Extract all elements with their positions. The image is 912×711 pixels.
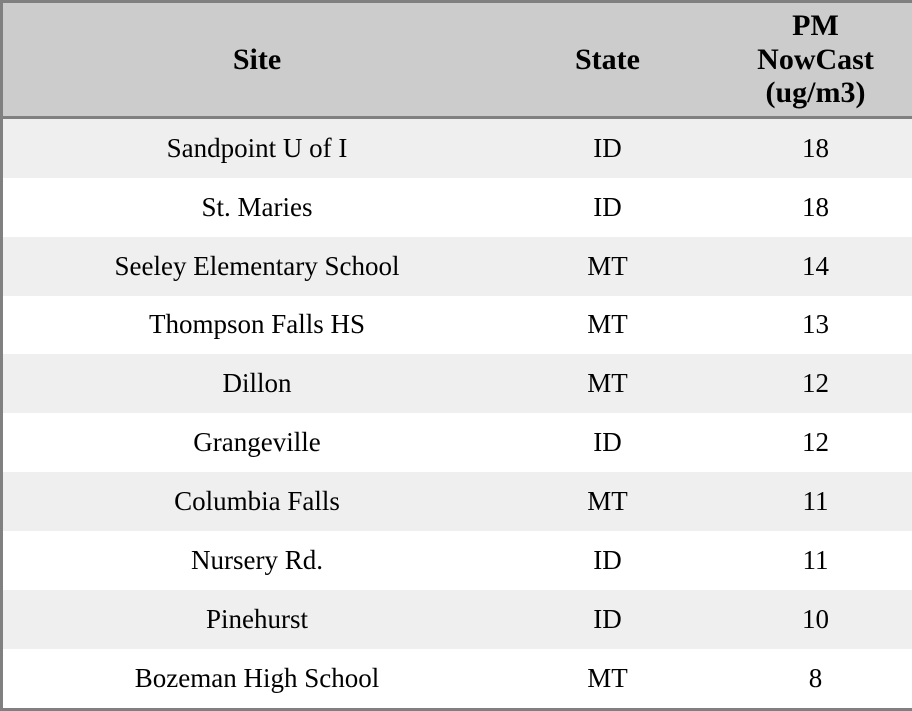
cell-site: Sandpoint U of I [3, 117, 511, 177]
table-row [3, 237, 912, 296]
cell-site: Bozeman High School [3, 649, 511, 708]
table-row [3, 413, 912, 472]
air-quality-table [3, 3, 912, 708]
cell-state: MT [511, 472, 704, 531]
table-row [3, 354, 912, 413]
cell-state: MT [511, 354, 704, 413]
cell-pm: 14 [704, 237, 912, 296]
cell-pm: 8 [704, 649, 912, 708]
cell-pm: 12 [704, 413, 912, 472]
cell-state: MT [511, 296, 704, 355]
table-row [3, 531, 912, 590]
cell-state: ID [511, 178, 704, 237]
cell-site: Columbia Falls [3, 472, 511, 531]
table-row [3, 649, 912, 708]
table-row [3, 178, 912, 237]
column-header-pm-line-3: (ug/m3) [765, 76, 866, 110]
cell-state: ID [511, 590, 704, 649]
table-row [3, 117, 912, 177]
cell-site: Grangeville [3, 413, 511, 472]
table-row [3, 472, 912, 531]
cell-site: St. Maries [3, 178, 511, 237]
cell-pm: 13 [704, 296, 912, 355]
cell-site: Nursery Rd. [3, 531, 511, 590]
cell-pm: 12 [704, 354, 912, 413]
cell-pm: 18 [704, 178, 912, 237]
cell-site: Thompson Falls HS [3, 296, 511, 355]
column-header-state: State [511, 3, 704, 117]
cell-pm: 10 [704, 590, 912, 649]
cell-pm: 18 [704, 117, 912, 177]
cell-state: MT [511, 649, 704, 708]
column-header-pm-nowcast [704, 3, 912, 117]
cell-pm: 11 [704, 472, 912, 531]
column-header-site: Site [3, 3, 511, 117]
cell-pm: 11 [704, 531, 912, 590]
cell-state: ID [511, 531, 704, 590]
column-header-pm-line-2: NowCast [757, 42, 874, 76]
cell-site: Dillon [3, 354, 511, 413]
table-header-row [3, 3, 912, 117]
cell-site: Pinehurst [3, 590, 511, 649]
cell-site: Seeley Elementary School [3, 237, 511, 296]
cell-state: ID [511, 117, 704, 177]
table-row [3, 590, 912, 649]
cell-state: ID [511, 413, 704, 472]
column-header-pm-line-1: PM [792, 9, 839, 42]
table-body [3, 117, 912, 708]
table-row [3, 296, 912, 355]
table-header [3, 3, 912, 117]
cell-state: MT [511, 237, 704, 296]
